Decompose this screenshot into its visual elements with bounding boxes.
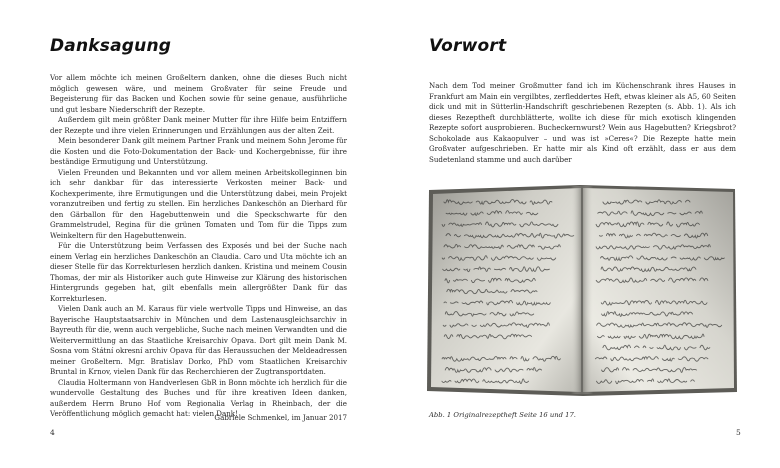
paragraph: Für die Unterstützung beim Verfassen des Exposés und bei der Suche nach einem Verlag ein herzliches Dankeschön an Claudia. Caro und Uta möchte ich an dieser Stelle für das Korrekturlesen herzlich danken. Kristina und meinem Cousin Thomas, der mir als Historiker auch gute Hinweise zur Klärung des historischen Hintergrunds gegeben hat, gilt ebenfalls mein allergrößter Dank für das Korrekturlesen. bbox=[50, 241, 347, 303]
page-title: Vorwort bbox=[429, 36, 507, 56]
right-manuscript-page bbox=[583, 188, 734, 392]
page-number: 5 bbox=[736, 428, 741, 437]
right-page bbox=[390, 0, 780, 468]
paragraph: Mein besonderer Dank gilt meinem Partner Frank und meinem Sohn Jerome für die Kosten und die Foto-Dokumentation der Back- und Kochergebnisse, für ihre beständige Ermutigung und Unterstützung. bbox=[50, 136, 347, 166]
page-title: Danksagung bbox=[50, 36, 172, 56]
page-number: 4 bbox=[50, 428, 55, 437]
body-text bbox=[50, 73, 347, 420]
recipe-book-photo bbox=[423, 180, 741, 398]
paragraph: Vielen Freunden und Bekannten und vor allem meinen Arbeitskolleginnen bin ich sehr dankbar für das interessierte Verkosten meiner Back- und Kochexperimente, ihre Ermutigungen und die Unterstützung dabei, mein Projekt voranzutreiben und fertig zu stellen. Ein herzliches Dankeschön an Dierhard für den Gärballon für den Hagebuttenwein und die Speckschwarte für den Grammelstrudel, Regina für die grünen Tomaten und Tom für die Tipps zum Weinkeltern für den Hagebuttenwein. bbox=[50, 167, 347, 240]
left-manuscript-page bbox=[431, 188, 581, 392]
paragraph: Außerdem gilt mein größter Dank meiner Mutter für ihre Hilfe beim Entziffern der Rezepte und ihre vielen Erinnerungen und Erzählungen aus der alten Zeit. bbox=[50, 115, 347, 135]
body-text bbox=[429, 81, 736, 165]
paragraph: Vielen Dank auch an M. Karaus für viele wertvolle Tipps und Hinweise, an das Bayerische Hauptstaatsarchiv in München und dem Lastenausgleichsarchiv in Bayreuth für die, wenn auch vergebliche, Suche nach meinen Verwandten und die Weitervermittlung an das Staatliche Kreisarchiv Opava. Dort gilt mein Dank M. Sosna vom Státní okresní archiv Opava für das Heraussuchen der Meldeadressen meiner Großeltern. Mgr. Bratislav Dorko, PhD vom Staatlichen Kreisarchiv Bruntal in Krnov, vielen Dank für das Recherchieren der Zugtransportdaten. bbox=[50, 304, 347, 376]
signature: Gabriele Schmenkel, im Januar 2017 bbox=[214, 413, 347, 422]
paragraph: Claudia Holtermann von Handverlesen GbR in Bonn möchte ich herzlich für die wundervolle Gestaltung des Buches und für ihre kreativen Ideen danken, außerdem Herrn Bruno Hof vom Regionalia Verlag in Rheinbach, der die Veröffentlichung möglich gemacht hat: vielen Dank! bbox=[50, 377, 347, 418]
paragraph: Nach dem Tod meiner Großmutter fand ich im Küchenschrank ihres Hauses in Frankfurt am Main ein vergilbtes, zerfleddertes Heft, etwas kleiner als A5, 60 Seiten dick und mit in Sütterlin-Handschrift geschriebenen Rezepten (s. Abb. 1). Als ich dieses Rezeptheft durchblätterte, wollte ich diese für mich exotisch klingenden Rezepte sofort ausprobieren. Bucheckernwurst? Wein aus Hagebutten? Kriegsbrot? Schokolade aus Kakaopulver – und was ist »Ceres«? Die Rezepte hatte mein Großvater aufgeschrieben. Er hatte mir als Kind oft erzählt, dass er aus dem Sudetenland stamme und auch darüber bbox=[429, 81, 736, 164]
figure-caption: Abb. 1 Originalrezeptheft Seite 16 und 17. bbox=[429, 411, 576, 419]
paragraph: Vor allem möchte ich meinen Großeltern danken, ohne die dieses Buch nicht möglich gewesen wäre, und meinem Großvater für seine Freude und Begeisterung für das Backen und Kochen sowie für seine genaue, ausführliche und gut lesbare Niederschrift der Rezepte. bbox=[50, 73, 347, 114]
book-gutter bbox=[571, 186, 593, 394]
